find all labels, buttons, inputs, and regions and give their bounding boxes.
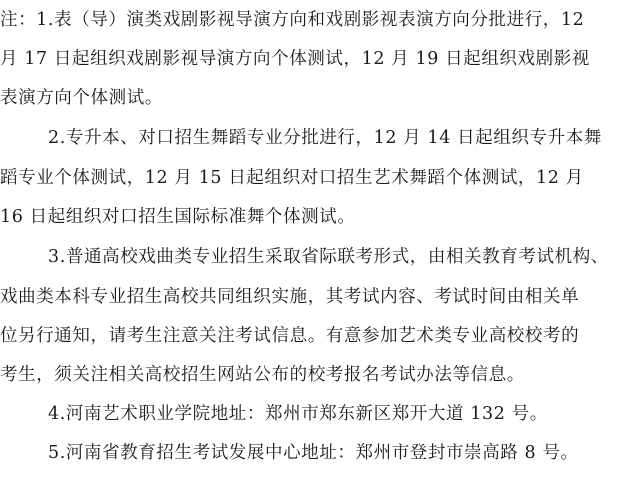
note-3-line-2: 戏曲类本科专业招生高校共同组织实施，其考试内容、考试时间由相关单 bbox=[0, 287, 580, 307]
note-3-line-4: 考生，须关注相关高校招生网站公布的校考报名考试办法等信息。 bbox=[0, 365, 525, 385]
note-2-line-3: 16 日起组织对口招生国际标准舞个体测试。 bbox=[0, 207, 356, 227]
note-3-line-1: 3.普通高校戏曲类专业招生采取省际联考形式，由相关教育考试机构、 bbox=[48, 247, 609, 267]
note-3-line-3: 位另行通知，请考生注意关注考试信息。有意参加艺术类专业高校校考的 bbox=[0, 326, 580, 346]
note-4-line: 4.河南艺术职业学院地址：郑州市郑东新区郑开大道 132 号。 bbox=[48, 404, 548, 424]
note-2-line-1: 2.专升本、对口招生舞蹈专业分批进行，12 月 14 日起组织专升本舞 bbox=[48, 128, 602, 148]
note-2-line-2: 蹈专业个体测试，12 月 15 日起组织对口招生艺术舞蹈个体测试，12 月 bbox=[0, 168, 584, 188]
note-1-line-1: 注：1.表（导）演类戏剧影视导演方向和戏剧影视表演方向分批进行，12 bbox=[0, 10, 585, 30]
note-1-line-3: 表演方向个体测试。 bbox=[0, 88, 163, 108]
note-5-line: 5.河南省教育招生考试发展中心地址：郑州市登封市崇高路 8 号。 bbox=[48, 443, 579, 463]
note-1-line-2: 月 17 日起组织戏剧影视导演方向个体测试，12 月 19 日起组织戏剧影视 bbox=[0, 49, 590, 69]
